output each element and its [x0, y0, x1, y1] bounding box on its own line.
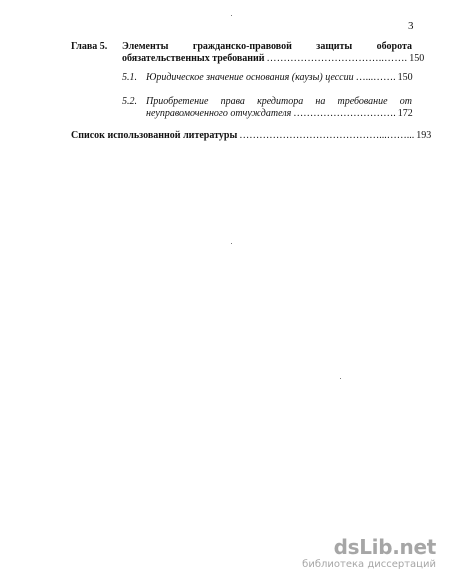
- logo-subtitle: библиотека диссертаций: [302, 559, 436, 570]
- bibliography-leader-dots: ……………………………………...……...: [239, 130, 415, 141]
- section-title-word: Приобретение: [146, 96, 209, 107]
- toc-entry-bibliography: [71, 130, 432, 141]
- chapter-label: Глава 5.: [71, 41, 108, 52]
- scan-speck: [340, 378, 341, 379]
- chapter-title-line2: [122, 53, 425, 64]
- toc-entry-5-2-line2: [146, 108, 412, 119]
- section-title-word: от: [399, 96, 412, 107]
- section-number: 5.2.: [122, 96, 137, 107]
- section-title-word: на: [315, 96, 326, 107]
- section-title-word: требование: [337, 96, 388, 107]
- section-title-word: кредитора: [257, 96, 304, 107]
- dslib-watermark-logo: [302, 535, 444, 575]
- scan-speck: [231, 15, 232, 16]
- section-page: 150: [397, 72, 413, 83]
- bibliography-page: 193: [416, 130, 432, 141]
- section-leader-dots: …...…….: [355, 72, 396, 83]
- bibliography-title: Список использованной литературы: [71, 130, 238, 141]
- toc-entry-5-2-line1: [146, 96, 412, 107]
- chapter-title-line1: [122, 41, 412, 52]
- section-leader-dots: ………………………….: [293, 108, 396, 119]
- chapter-page: 150: [409, 53, 425, 64]
- section-title-continuation: неуправомоченного отчуждателя: [146, 108, 292, 119]
- section-title-word: права: [220, 96, 245, 107]
- section-number: 5.1.: [122, 72, 137, 83]
- chapter-title-word: Элементы: [122, 41, 169, 52]
- chapter-title-continuation: обязательственных требований: [122, 53, 265, 64]
- chapter-title-word: оборота: [376, 41, 412, 52]
- scan-speck: [231, 243, 232, 244]
- toc-entry-5-1: [146, 72, 412, 83]
- section-page: 172: [397, 108, 413, 119]
- logo-text: dsLib.net: [333, 535, 436, 559]
- chapter-title-word: гражданско-правовой: [192, 41, 292, 52]
- chapter-title-word: защиты: [316, 41, 353, 52]
- page-number: 3: [408, 20, 414, 32]
- chapter-leader-dots: ……………………………..…….: [266, 53, 408, 64]
- section-title: Юридическое значение основания (каузы) цессии: [146, 72, 354, 83]
